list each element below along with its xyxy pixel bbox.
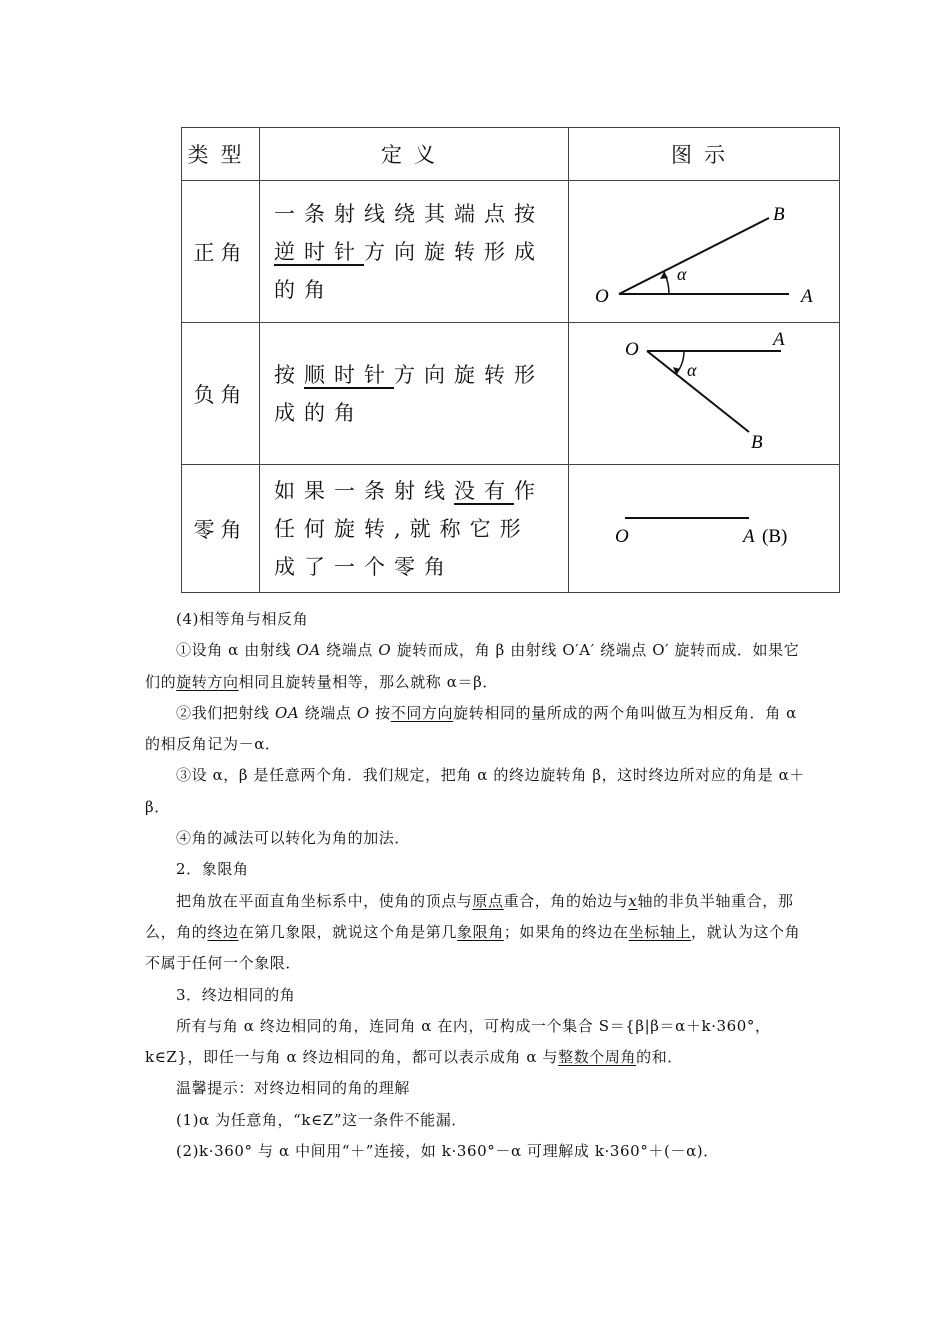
def-zero-angle [260, 465, 569, 593]
paragraph-coterminal-angles: 所有与角 α 终边相同的角，连同角 α 在内，可构成一个集合 S＝{β|β＝α＋k·360°，k∈Z}，即任一与角 α 终边相同的角，都可以表示成角 α 与整数个周角的和． [145, 1016, 771, 1067]
def-text: 按 [274, 362, 304, 387]
paragraph-quadrant-angle: 把角放在平面直角坐标系中，使角的顶点与原点重合，角的始边与x轴的非负半轴重合，那么，角的终边在第几象限，就说这个角是第几象限角；如果角的终边在坐标轴上，就认为这个角不属于任何一个象限． [145, 891, 801, 973]
table-row-negative-angle [182, 323, 840, 465]
def-positive-angle [260, 181, 569, 323]
paragraph-opposite-angles: ②我们把射线 OA 绕端点 O 按不同方向旋转相同的量所成的两个角叫做互为相反角．角 α 的相反角记为－α． [145, 703, 797, 754]
header-figure: 图示 [569, 128, 840, 181]
paragraph-angle-subtraction: ④角的减法可以转化为角的加法． [176, 829, 411, 848]
label-b: (B) [762, 525, 788, 547]
def-negative-angle [260, 323, 569, 465]
negative-angle-diagram [569, 324, 839, 464]
section-title-quadrant-angle: 2．象限角 [176, 860, 249, 879]
tip-title: 温馨提示：对终边相同的角的理解 [176, 1079, 411, 1098]
header-definition: 定义 [260, 128, 569, 181]
tip-item-2: (2)k·360° 与 α 中间用“＋”连接，如 k·360°－α 可理解成 k·360°＋(－α)． [176, 1142, 719, 1161]
paragraph-equal-angles: ①设角 α 由射线 OA 绕端点 O 旋转而成，角 β 由射线 O′A′ 绕端点 O′ 旋转而成．如果它们的旋转方向相同且旋转量相等，那么就称 α＝β． [145, 641, 800, 691]
def-text: 作任何旋转,就称它形成了一个零角 [274, 478, 544, 579]
ray-ob [619, 218, 769, 294]
zero-angle-diagram [569, 466, 839, 592]
section-title-coterminal-angles: 3．终边相同的角 [176, 985, 296, 1004]
figure-positive-angle [569, 181, 840, 323]
figure-negative-angle [569, 323, 840, 465]
table-row-positive-angle [182, 181, 840, 323]
def-text: 方向旋转形成的角 [274, 239, 544, 302]
table-header-row [182, 128, 840, 181]
type-zero-angle: 零角 [182, 465, 260, 593]
header-type: 类型 [182, 128, 260, 181]
body-text [145, 604, 810, 1167]
label-o: O [615, 525, 629, 547]
tip-item-1: (1)α 为任意角，“k∈Z”这一条件不能漏． [176, 1110, 467, 1129]
positive-angle-diagram [569, 182, 839, 322]
paragraph-angle-addition: ③设 α，β 是任意两个角．我们规定，把角 α 的终边旋转角 β，这时终边所对应的角是 α＋β． [145, 766, 805, 816]
label-a: A [773, 328, 785, 350]
label-alpha: α [687, 359, 697, 380]
def-underlined: 顺时针 [304, 362, 394, 387]
label-a: A [801, 285, 813, 307]
type-negative-angle: 负角 [182, 323, 260, 465]
figure-zero-angle [569, 465, 840, 593]
def-underlined: 没有 [454, 478, 514, 503]
section-title-equal-opposite: (4)相等角与相反角 [176, 610, 309, 628]
table-row-zero-angle [182, 465, 840, 593]
label-b: B [773, 203, 785, 225]
label-alpha: α [677, 263, 687, 284]
def-text: 方向旋转形成的角 [274, 362, 544, 425]
label-a: A [743, 525, 755, 547]
label-o: O [595, 285, 609, 307]
type-positive-angle: 正角 [182, 181, 260, 323]
def-text: 如果一条射线 [274, 478, 454, 503]
label-o: O [625, 338, 639, 360]
angle-types-table [181, 127, 840, 593]
ray-ob [647, 351, 749, 432]
label-b: B [751, 431, 763, 453]
def-text: 一条射线绕其端点按 [274, 201, 544, 226]
def-underlined: 逆时针 [274, 239, 364, 264]
